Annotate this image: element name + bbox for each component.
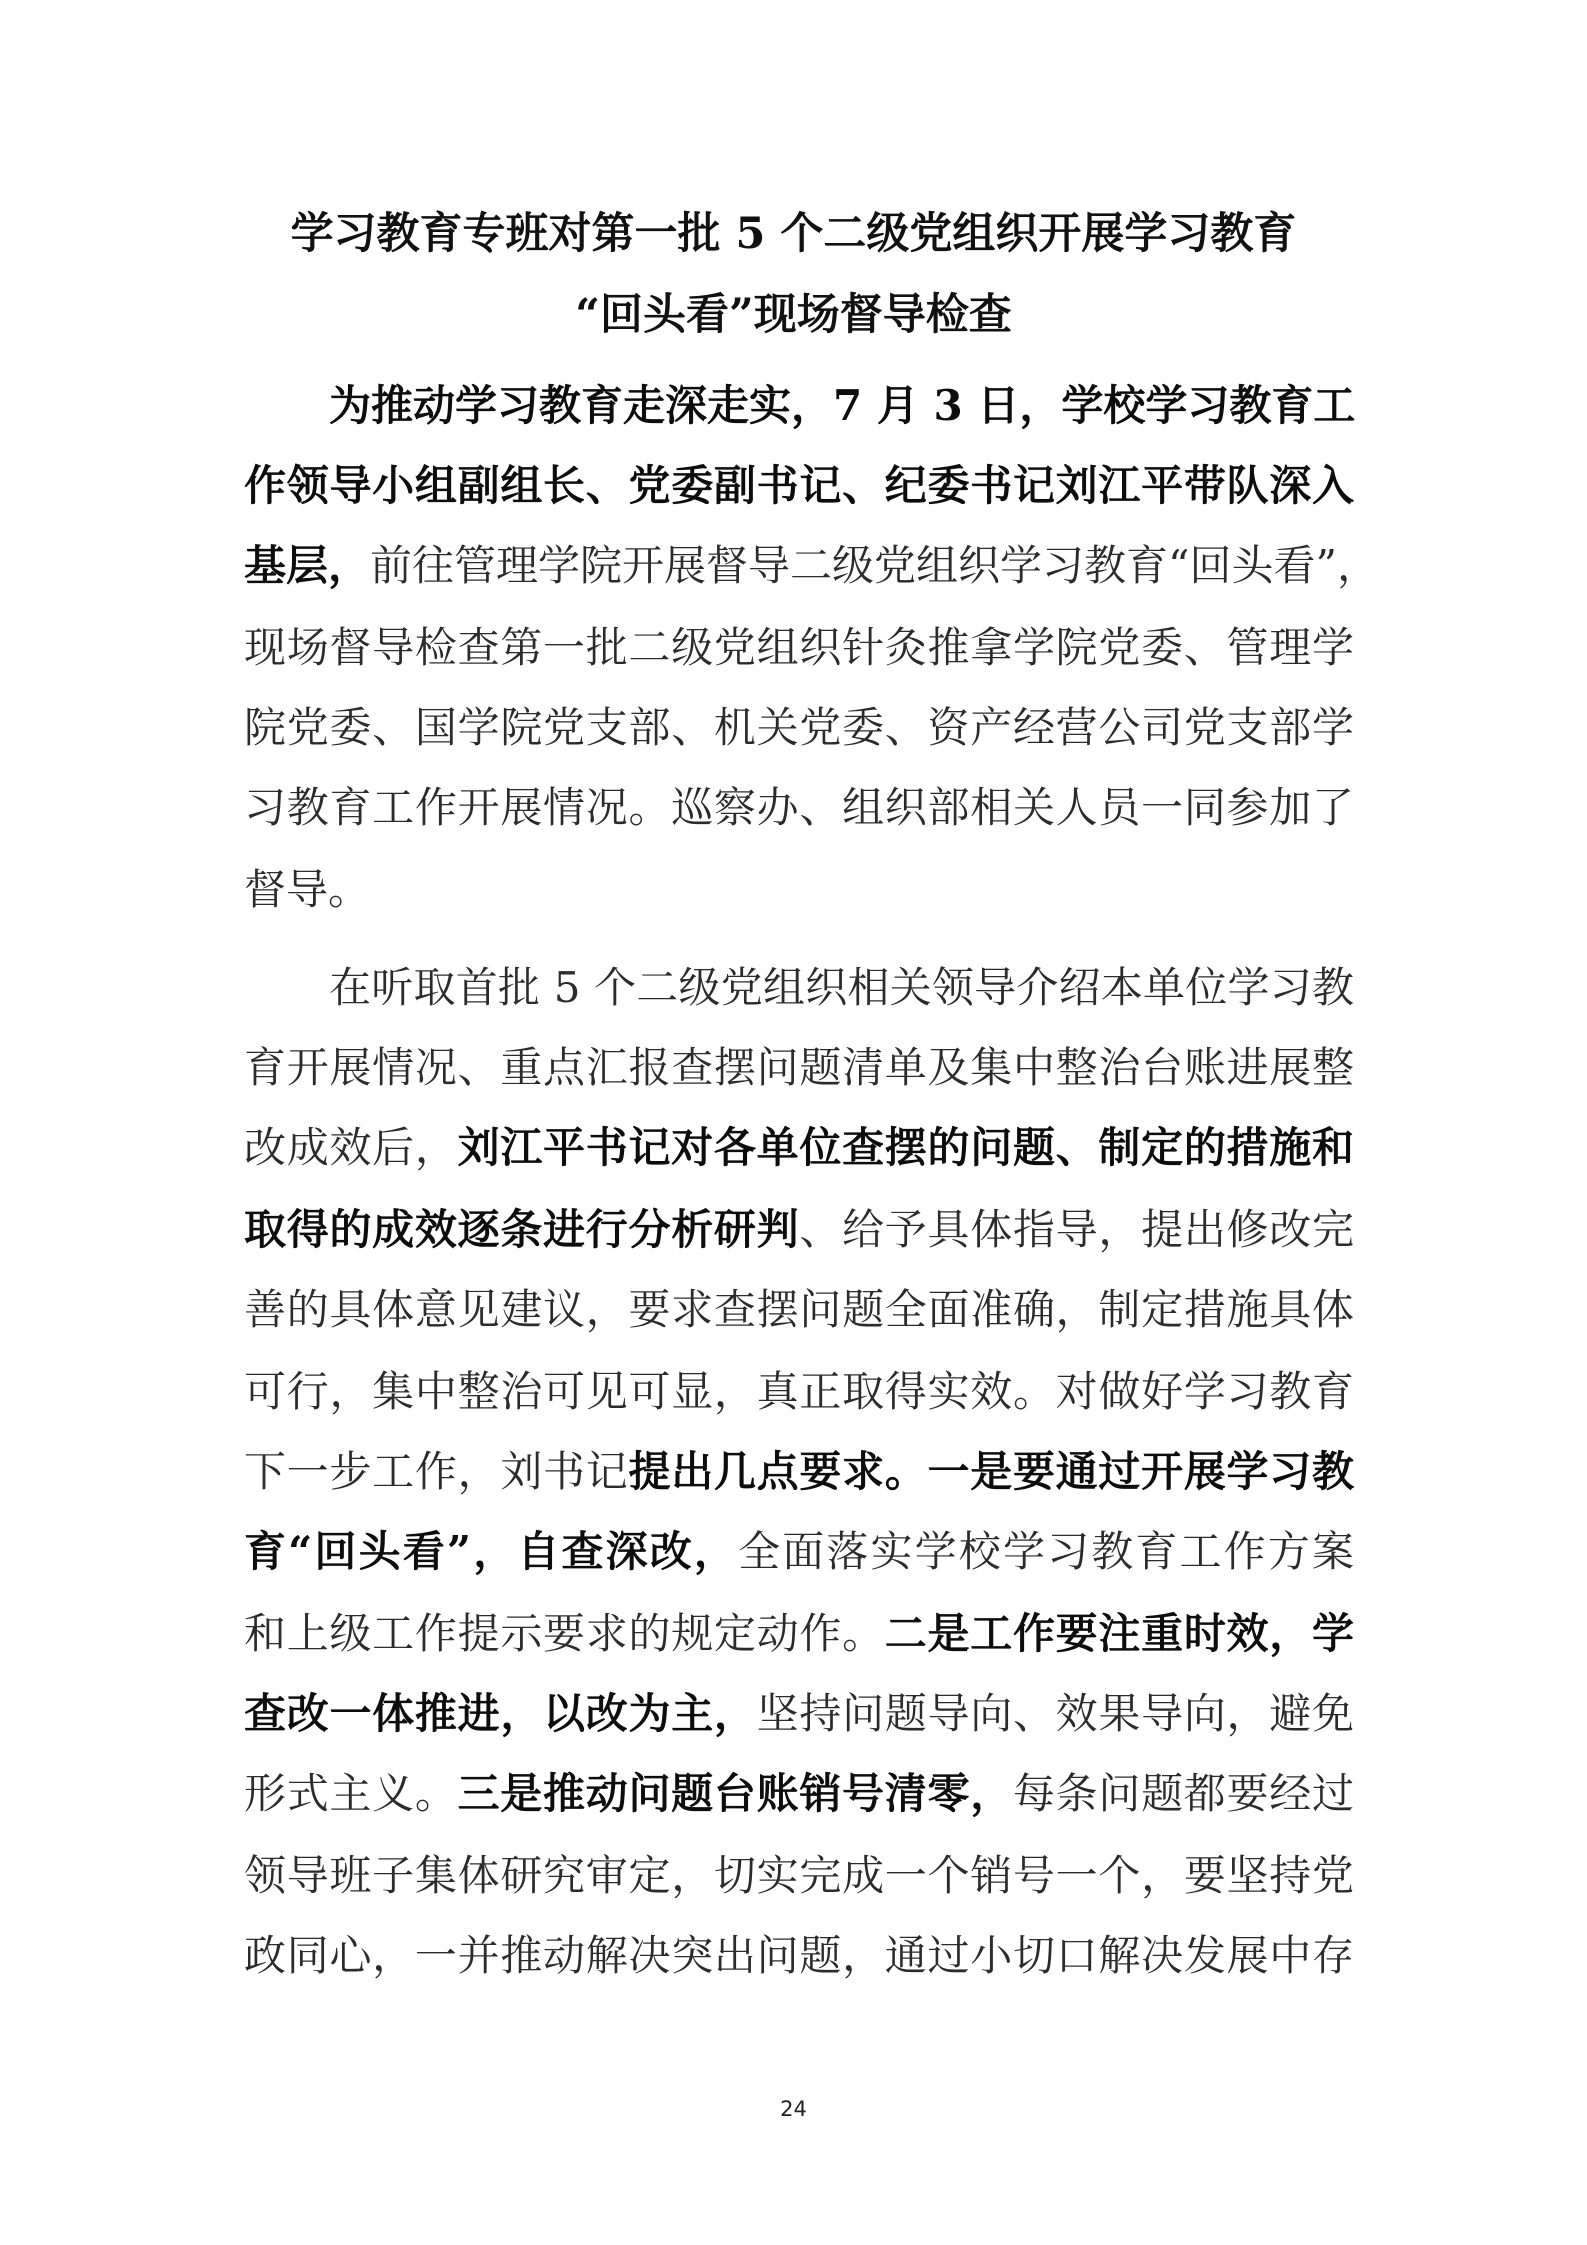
text-run: 院党委、国学院党支部、机关党委、资产经营公司党支部学 [244, 703, 1354, 752]
bold-text-run: 育“回头看”，自查深改， [244, 1527, 739, 1576]
body-line [244, 1606, 1354, 1662]
body-line [244, 862, 1354, 918]
text-run: 可行，集中整治可见可显，真正取得实效。对做好学习教育 [244, 1367, 1354, 1416]
bold-text-run: 刘江平书记对各单位查摆的问题、制定的措施和 [457, 1123, 1354, 1172]
bold-text-run: 二是工作要注重时效，学 [884, 1609, 1354, 1658]
text-run: 善的具体意见建议，要求查摆问题全面准确，制定措施具体 [244, 1285, 1354, 1334]
bold-text-run: 三是推动问题台账销号清零， [457, 1769, 1013, 1818]
document-title-line-2: “回头看”现场督导检查 [575, 290, 1012, 340]
text-run: 在听取首批 5 个二级党组织相关领导介绍本单位学习教 [329, 963, 1354, 1012]
text-run: 全面落实学校学习教育工作方案 [738, 1527, 1354, 1576]
bold-text-run: 提出几点要求。一是要通过开展学习教 [628, 1447, 1354, 1496]
body-line [244, 1120, 1354, 1176]
body-line [244, 458, 1354, 514]
body-line [244, 1766, 1354, 1822]
bold-text-run: 取得的成效逐条进行分析研判 [244, 1205, 800, 1254]
bold-text-run: 基层， [244, 541, 371, 590]
body-line [244, 1444, 1354, 1500]
body-line [329, 378, 1354, 434]
text-run: 和上级工作提示要求的规定动作。 [244, 1609, 885, 1658]
body-line [244, 1524, 1354, 1580]
text-run: 前往管理学院开展督导二级党组织学习教育“回头看”， [370, 541, 1379, 590]
document-title-line-1: 学习教育专班对第一批 5 个二级党组织开展学习教育 [290, 209, 1297, 259]
body-line [244, 1928, 1354, 1984]
body-line [244, 620, 1354, 676]
body-line [244, 1848, 1354, 1904]
text-run: 督导。 [244, 865, 371, 914]
text-run: 下一步工作，刘书记 [244, 1447, 629, 1496]
text-run: 育开展情况、重点汇报查摆问题清单及集中整治台账进展整 [244, 1043, 1354, 1092]
text-run: 坚持问题导向、效果导向，避免 [756, 1689, 1354, 1738]
bold-text-run: 作领导小组副组长、党委副书记、纪委书记刘江平带队深入 [244, 461, 1354, 510]
text-run: 、给予具体指导，提出修改完 [799, 1205, 1354, 1254]
body-line [244, 538, 1379, 594]
body-line [244, 1202, 1354, 1258]
body-line [329, 960, 1354, 1016]
text-run: 每条问题都要经过 [1012, 1769, 1354, 1818]
body-line [244, 1040, 1354, 1096]
bold-text-run: 查改一体推进，以改为主， [244, 1689, 757, 1738]
body-line [244, 1364, 1354, 1420]
body-line [244, 700, 1354, 756]
text-run: 改成效后， [244, 1123, 458, 1172]
text-run: 政同心，一并推动解决突出问题，通过小切口解决发展中存 [244, 1931, 1354, 1980]
bold-text-run: 为推动学习教育走深走实，7 月 3 日，学校学习教育工 [329, 381, 1356, 430]
body-line [244, 1282, 1354, 1338]
body-line [244, 780, 1354, 836]
text-run: 领导班子集体研究审定，切实完成一个销号一个，要坚持党 [244, 1851, 1354, 1900]
text-run: 形式主义。 [244, 1769, 458, 1818]
page-number: 24 [780, 2097, 807, 2121]
body-line [244, 1686, 1354, 1742]
text-run: 现场督导检查第一批二级党组织针灸推拿学院党委、管理学 [244, 623, 1354, 672]
text-run: 习教育工作开展情况。巡察办、组织部相关人员一同参加了 [244, 783, 1354, 832]
